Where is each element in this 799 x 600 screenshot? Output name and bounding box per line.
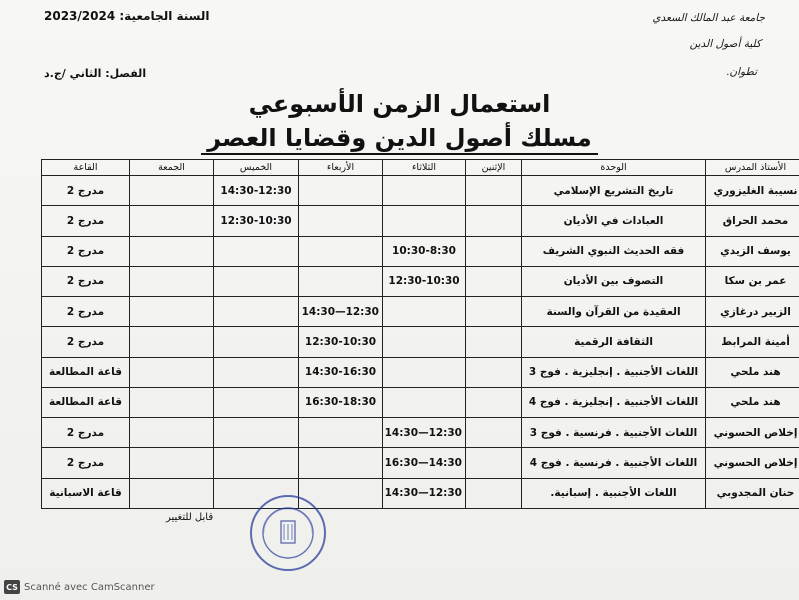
unit-cell: فقه الحديث النبوي الشريف [522, 236, 706, 266]
tuesday-cell: 12:30-10:30 [383, 266, 466, 296]
friday-cell [130, 478, 214, 508]
monday-cell [466, 418, 522, 448]
wednesday-cell [299, 418, 383, 448]
semester-label: الفصل: الثاني /ج.د [44, 67, 147, 80]
unit-cell: اللغات الأجنبية . فرنسية . فوج 4 [522, 448, 706, 478]
thursday-cell: 14:30-12:30 [214, 176, 299, 206]
table-row [42, 387, 799, 417]
col-tuesday: الثلاثاء [383, 160, 466, 176]
col-teacher: الأستاذ المدرس [706, 160, 799, 176]
faculty-name: كلية أصول الدين [689, 38, 761, 50]
teacher-cell: محمد الحراق [706, 206, 799, 236]
wednesday-cell [299, 206, 383, 236]
monday-cell [466, 297, 522, 327]
table-row [42, 297, 799, 327]
friday-cell [130, 297, 214, 327]
monday-cell [466, 478, 522, 508]
unit-cell: العقيدة من القرآن والسنة [522, 297, 706, 327]
tuesday-cell [383, 206, 466, 236]
table-row [42, 478, 799, 508]
teacher-cell: الزبير درغازي [706, 297, 799, 327]
friday-cell [130, 448, 214, 478]
col-unit: الوحدة [522, 160, 706, 176]
tuesday-cell: 12:30—14:30 [383, 418, 466, 448]
friday-cell [130, 176, 214, 206]
unit-cell: اللغات الأجنبية . إنجليزية . فوج 4 [522, 387, 706, 417]
camscanner-watermark [4, 580, 155, 594]
table-row [42, 418, 799, 448]
subject-to-change-note: قابل للتغيير [166, 512, 214, 523]
monday-cell [466, 266, 522, 296]
thursday-cell [214, 297, 299, 327]
friday-cell [130, 206, 214, 236]
tuesday-cell [383, 387, 466, 417]
schedule-table [41, 159, 799, 509]
room-cell: مدرج 2 [42, 266, 130, 296]
tuesday-cell [383, 176, 466, 206]
room-cell: مدرج 2 [42, 297, 130, 327]
monday-cell [466, 448, 522, 478]
faculty-stamp [248, 493, 328, 573]
wednesday-cell: 12:30-10:30 [299, 327, 383, 357]
wednesday-cell [299, 266, 383, 296]
teacher-cell: عمر بن سكا [706, 266, 799, 296]
col-thursday: الخميس [214, 160, 299, 176]
monday-cell [466, 327, 522, 357]
room-cell: مدرج 2 [42, 236, 130, 266]
tuesday-cell [383, 357, 466, 387]
col-room: القاعة [42, 160, 130, 176]
thursday-cell [214, 236, 299, 266]
room-cell: مدرج 2 [42, 206, 130, 236]
thursday-cell [214, 448, 299, 478]
teacher-cell: إخلاص الحسوني [706, 418, 799, 448]
room-cell: قاعة المطالعة [42, 357, 130, 387]
unit-cell: التصوف بين الأديان [522, 266, 706, 296]
thursday-cell [214, 418, 299, 448]
monday-cell [466, 176, 522, 206]
monday-cell [466, 387, 522, 417]
table-row [42, 357, 799, 387]
room-cell: قاعة المطالعة [42, 387, 130, 417]
room-cell: قاعة الاسبانية [42, 478, 130, 508]
wednesday-cell: 12:30—14:30 [299, 297, 383, 327]
university-name: جامعة عبد المالك السعدي [652, 12, 765, 24]
col-wednesday: الأربعاء [299, 160, 383, 176]
table-row [42, 206, 799, 236]
table-row [42, 176, 799, 206]
unit-cell: العبادات في الأديان [522, 206, 706, 236]
room-cell: مدرج 2 [42, 176, 130, 206]
room-cell: مدرج 2 [42, 448, 130, 478]
thursday-cell [214, 266, 299, 296]
page-subtitle [0, 124, 799, 155]
wednesday-cell [299, 448, 383, 478]
unit-cell: اللغات الأجنبية . إنجليزية . فوج 3 [522, 357, 706, 387]
wednesday-cell: 14:30-16:30 [299, 357, 383, 387]
unit-cell: الثقافة الرقمية [522, 327, 706, 357]
unit-cell: اللغات الأجنبية . إسبانية. [522, 478, 706, 508]
camscanner-logo-icon: CS [4, 580, 20, 594]
teacher-cell: حنان المجدوبي [706, 478, 799, 508]
tuesday-cell [383, 327, 466, 357]
wednesday-cell: 16:30-18:30 [299, 387, 383, 417]
friday-cell [130, 266, 214, 296]
tuesday-cell: 14:30—16:30 [383, 448, 466, 478]
room-cell: مدرج 2 [42, 327, 130, 357]
col-friday: الجمعة [130, 160, 214, 176]
col-monday: الإثنين [466, 160, 522, 176]
friday-cell [130, 387, 214, 417]
unit-cell: اللغات الأجنبية . فرنسية . فوج 3 [522, 418, 706, 448]
thursday-cell [214, 387, 299, 417]
teacher-cell: نسيبة الغليزوري [706, 176, 799, 206]
table-row [42, 266, 799, 296]
camscanner-label: Scanné avec CamScanner [24, 581, 155, 593]
city-name: تطوان. [726, 66, 757, 78]
monday-cell [466, 357, 522, 387]
monday-cell [466, 236, 522, 266]
tuesday-cell [383, 297, 466, 327]
room-cell: مدرج 2 [42, 418, 130, 448]
wednesday-cell [299, 236, 383, 266]
academic-year: السنة الجامعية: 2023/2024 [44, 9, 210, 23]
teacher-cell: إخلاص الحسوني [706, 448, 799, 478]
thursday-cell: 12:30-10:30 [214, 206, 299, 236]
table-row [42, 448, 799, 478]
table-header-row [42, 160, 799, 176]
friday-cell [130, 418, 214, 448]
unit-cell: تاريخ التشريع الإسلامي [522, 176, 706, 206]
table-row [42, 236, 799, 266]
thursday-cell [214, 327, 299, 357]
tuesday-cell: 10:30-8:30 [383, 236, 466, 266]
wednesday-cell [299, 176, 383, 206]
tuesday-cell: 12:30—14:30 [383, 478, 466, 508]
monday-cell [466, 206, 522, 236]
subtitle-text: مسلك أصول الدين وقضايا العصر [201, 124, 598, 155]
teacher-cell: أمينة المرابط [706, 327, 799, 357]
teacher-cell: هند ملحي [706, 387, 799, 417]
friday-cell [130, 357, 214, 387]
teacher-cell: هند ملحي [706, 357, 799, 387]
thursday-cell [214, 357, 299, 387]
page-title: استعمال الزمن الأسبوعي [248, 90, 551, 118]
teacher-cell: يوسف الزيدي [706, 236, 799, 266]
friday-cell [130, 327, 214, 357]
friday-cell [130, 236, 214, 266]
table-row [42, 327, 799, 357]
